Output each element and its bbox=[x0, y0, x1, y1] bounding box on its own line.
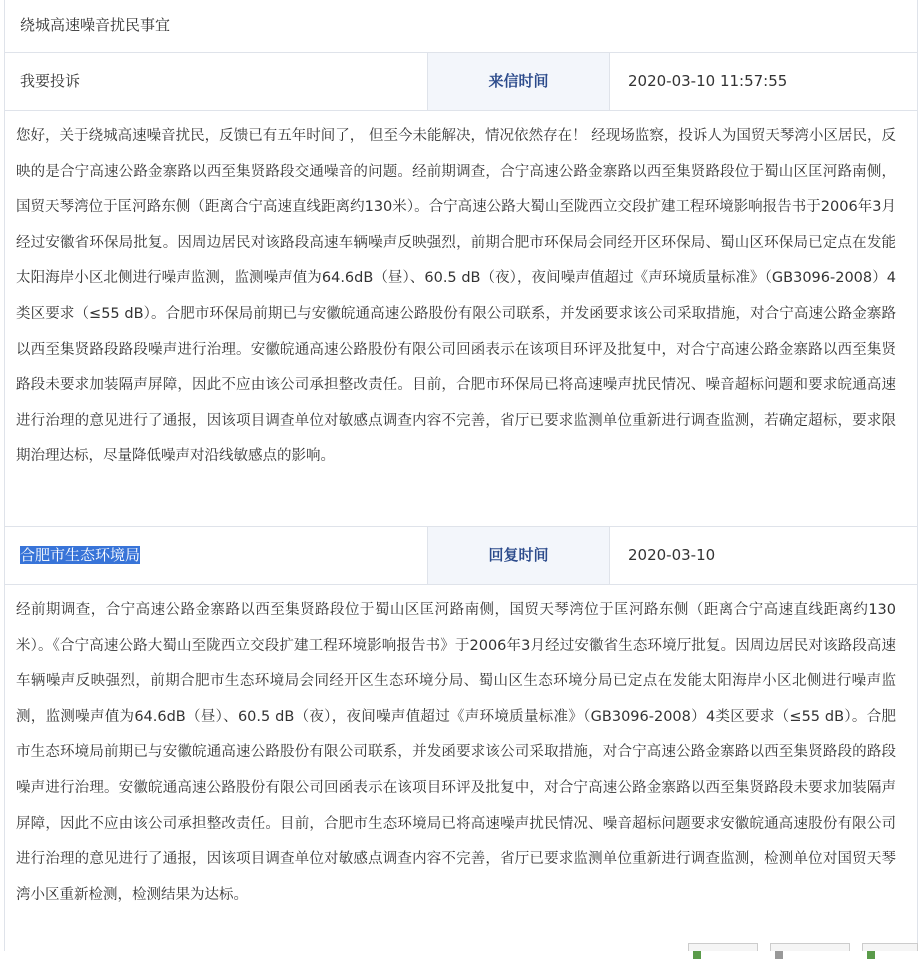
letter-time-value: 2020-03-10 11:57:55 bbox=[628, 72, 788, 90]
selected-text: 合肥市生态环境局 bbox=[20, 546, 141, 564]
letter-time-header: 来信时间 bbox=[427, 53, 610, 110]
letter-type-label: 我要投诉 bbox=[20, 72, 81, 90]
reply-time-value: 2020-03-10 bbox=[628, 546, 716, 564]
toolbar-icon bbox=[775, 951, 783, 959]
reply-content: 经前期调查，合宁高速公路金寨路以西至集贤路段位于蜀山区匡河路南侧，国贸天琴湾位于匡河路东侧（距离合宁高速直线距离约130米）。《合宁高速公路大蜀山至陇西立交段扩建工程环境影响报告书》于2006年3月经过安徽省生态环境厅批复。因周边居民对该路段高速车辆噪声反映强烈，前期合肥市生态环境局会同经开区生态环境分局、蜀山区生态环境分局已定点在发能太阳海岸小区北侧进行噪声监测，监测噪声值为64.6dB（昼）、60.5 dB（夜），夜间噪声值超过《声环境质量标准》（GB3096-2008）4类区要求（≤55 dB）。合肥市生态环境局前期已与安徽皖通高速公路股份有限公司联系，并发函要求该公司采取措施，对合宁高速公路金寨路以西至集贤路段的路段噪声进行治理。安徽皖通高速公路股份有限公司回函表示在该项目环评及批复中，对合宁高速公路金寨路以西至集贤路段未要求加装隔声屏障，因此不应由该公司承担整改责任。目前，合肥市生态环境局已将高速噪声扰民情况、噪音超标问题要求安徽皖通高速股份有限公司进行治理的意见进行了通报，因该项目调查单位对敏感点调查内容不完善，省厅已要求监测单位重新进行调查监测，检测单位对国贸天琴湾小区重新检测，检测结果为达标。 bbox=[16, 602, 896, 903]
toolbar-icon bbox=[693, 951, 701, 959]
divider bbox=[4, 110, 918, 111]
divider bbox=[4, 584, 918, 585]
letter-content: 您好，关于绕城高速噪音扰民，反馈已有五年时间了， 但至今未能解决，情况依然存在！ 经现场监察，投诉人为国贸天琴湾小区居民，反映的是合宁高速公路金寨路以西至集贤路段交通噪音的问题。经前期调查，合宁高速公路金寨路以西至集贤路段位于蜀山区匡河路南侧，国贸天琴湾位于匡河路东侧（距离合宁高速直线距离约130米）。合宁高速公路大蜀山至陇西立交段扩建工程环境影响报告书于2006年3月经过安徽省环保局批复。因周边居民对该路段高速车辆噪声反映强烈，前期合肥市环保局会同经开区环保局、蜀山区环保局已定点在发能太阳海岸小区北侧进行噪声监测，监测噪声值为64.6dB（昼）、60.5 dB（夜），夜间噪声值超过《声环境质量标准》（GB3096-2008）4类区要求（≤55 dB）。合肥市环保局前期已与安徽皖通高速公路股份有限公司联系，并发函要求该公司采取措施，对合宁高速公路金寨路以西至集贤路段路段噪声进行治理。安徽皖通高速公路股份有限公司回函表示在该项目环评及批复中，对合宁高速公路金寨路以西至集贤路段未要求加装隔声屏障，因此不应由该公司承担整改责任。目前，合肥市环保局已将高速噪声扰民情况、噪音超标问题和要求皖通高速进行治理的意见进行了通报，因该项目调查单位对敏感点调查内容不完善，省厅已要求监测单位重新进行调查监测，若确定超标，要求限期治理达标，尽量降低噪声对沿线敏感点的影响。 bbox=[16, 128, 896, 465]
letter-meta-row bbox=[4, 53, 918, 110]
message-title-row bbox=[4, 0, 918, 52]
reply-department bbox=[20, 527, 140, 584]
reply-time-header: 回复时间 bbox=[427, 527, 610, 584]
toolbar-icon bbox=[867, 951, 875, 959]
bottom-toolbar-button[interactable] bbox=[688, 943, 758, 951]
reply-meta-row bbox=[4, 527, 918, 584]
bottom-toolbar-button[interactable] bbox=[862, 943, 918, 951]
bottom-toolbar-button[interactable] bbox=[770, 943, 850, 951]
message-title: 绕城高速噪音扰民事宜 bbox=[20, 16, 171, 34]
